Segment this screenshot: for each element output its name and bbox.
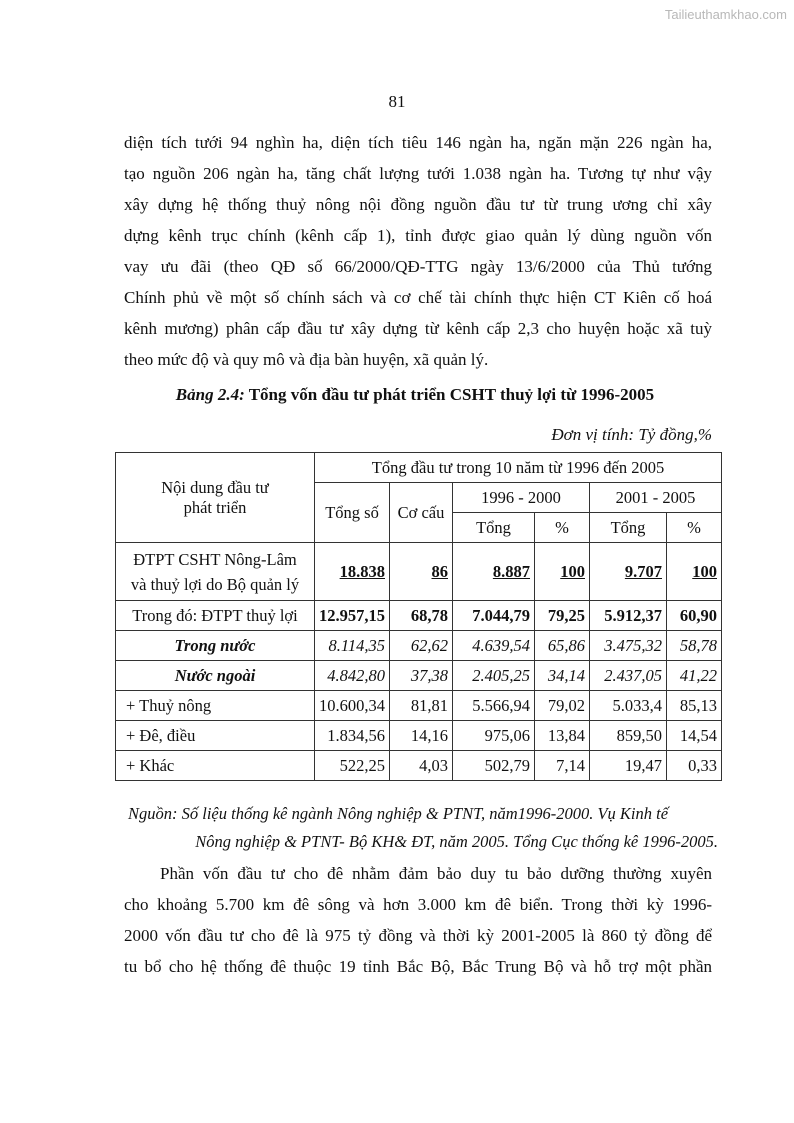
cell-sum1: 975,06: [453, 721, 535, 751]
table-row: [116, 691, 722, 721]
cell-sum2: 5.033,4: [590, 691, 667, 721]
text-line: vay ưu đãi (theo QĐ số 66/2000/QĐ-TTG ngày 13/6/2000 của Thủ tướng: [124, 257, 712, 276]
header-content-line: phát triển: [183, 497, 247, 517]
table-row: [116, 721, 722, 751]
cell-total: 10.600,34: [315, 691, 390, 721]
watermark: Tailieuthamkhao.com: [664, 7, 787, 22]
row-label: Nước ngoài: [116, 661, 315, 691]
cell-pct1: 34,14: [535, 661, 590, 691]
cell-sum2: 19,47: [590, 751, 667, 781]
cell-pct1: 7,14: [535, 751, 590, 781]
paragraph-1: [124, 127, 712, 375]
cell-sum1: 4.639,54: [453, 631, 535, 661]
cell-total: 12.957,15: [315, 601, 390, 631]
header-sum2: Tổng: [590, 513, 667, 543]
cell-pct2: 14,54: [667, 721, 722, 751]
row-label: Trong đó: ĐTPT thuỷ lợi: [116, 601, 315, 631]
cell-pct1: 79,02: [535, 691, 590, 721]
cell-sum1: 7.044,79: [453, 601, 535, 631]
text-line: Phần vốn đầu tư cho đê nhằm đảm bảo duy tu bảo dưỡng thường xuyên: [160, 864, 712, 883]
cell-structure: 81,81: [390, 691, 453, 721]
table-header-row: [116, 453, 722, 483]
table-row: [116, 661, 722, 691]
header-content: [116, 453, 315, 543]
cell-pct2: 60,90: [667, 601, 722, 631]
cell-total: 4.842,80: [315, 661, 390, 691]
header-group-total: Tổng đầu tư trong 10 năm từ 1996 đến 2005: [315, 453, 722, 483]
text-line: Chính phủ về một số chính sách và cơ chế tài chính thực hiện CT Kiên cố hoá: [124, 288, 712, 307]
text-line: xây dựng hệ thống thuỷ nông nội đồng nguồn đầu tư từ trung ương chỉ xây: [124, 195, 712, 214]
cell-total: 522,25: [315, 751, 390, 781]
header-content-line: Nội dung đầu tư: [161, 477, 269, 497]
table-row: [116, 543, 722, 601]
text-line: cho khoảng 5.700 km đê sông và hơn 3.000 km đê biển. Trong thời kỳ 1996-: [124, 895, 712, 914]
cell-sum2: 3.475,32: [590, 631, 667, 661]
cell-sum1: 8.887: [453, 543, 535, 601]
cell-total: 18.838: [315, 543, 390, 601]
cell-structure: 86: [390, 543, 453, 601]
cell-sum1: 5.566,94: [453, 691, 535, 721]
text-line: theo mức độ và quy mô và địa bàn huyện, xã quản lý.: [124, 350, 489, 369]
row-label: + Thuỷ nông: [116, 691, 315, 721]
table-row: [116, 601, 722, 631]
cell-pct1: 79,25: [535, 601, 590, 631]
row-label-line: và thuỷ lợi do Bộ quản lý: [130, 574, 300, 594]
text-line: diện tích tưới 94 nghìn ha, diện tích tiêu 146 ngàn ha, ngăn mặn 226 ngàn ha,: [124, 133, 712, 152]
source-note-line: Nông nghiệp & PTNT- Bộ KH& ĐT, năm 2005. Tổng Cục thống kê 1996-2005.: [195, 832, 718, 851]
cell-sum2: 2.437,05: [590, 661, 667, 691]
text-line: kênh mương) phân cấp đầu tư xây dựng từ kênh cấp 2,3 cho huyện hoặc xã tuỳ: [124, 319, 712, 338]
header-total: Tổng số: [315, 483, 390, 543]
cell-structure: 14,16: [390, 721, 453, 751]
cell-sum1: 502,79: [453, 751, 535, 781]
cell-pct2: 85,13: [667, 691, 722, 721]
cell-sum2: 859,50: [590, 721, 667, 751]
table-caption-label: Bảng 2.4:: [175, 385, 245, 404]
source-note: [128, 800, 718, 856]
row-label: Trong nước: [116, 631, 315, 661]
cell-pct2: 58,78: [667, 631, 722, 661]
row-label: + Đê, điều: [116, 721, 315, 751]
text-line: dựng kênh trục chính (kênh cấp 1), tỉnh được giao quản lý dùng nguồn vốn: [124, 226, 712, 245]
text-line: tu bổ cho hệ thống đê thuộc 19 tỉnh Bắc Bộ, Bắc Trung Bộ và hỗ trợ một phần: [124, 957, 712, 976]
cell-pct2: 100: [667, 543, 722, 601]
table-caption-title: Tổng vốn đầu tư phát triển CSHT thuỷ lợi từ 1996-2005: [248, 385, 655, 404]
source-note-line: Nguồn: Số liệu thống kê ngành Nông nghiệp & PTNT, năm1996-2000. Vụ Kinh tế: [128, 804, 669, 823]
cell-structure: 37,38: [390, 661, 453, 691]
cell-structure: 68,78: [390, 601, 453, 631]
cell-total: 1.834,56: [315, 721, 390, 751]
cell-pct1: 13,84: [535, 721, 590, 751]
cell-sum1: 2.405,25: [453, 661, 535, 691]
row-label: [116, 543, 315, 601]
unit-note: Đơn vị tính: Tỷ đồng,%: [551, 425, 712, 444]
paragraph-2: [124, 858, 712, 982]
table-row: [116, 751, 722, 781]
cell-pct1: 65,86: [535, 631, 590, 661]
cell-sum2: 9.707: [590, 543, 667, 601]
header-period1: 1996 - 2000: [453, 483, 590, 513]
cell-total: 8.114,35: [315, 631, 390, 661]
table-caption: [0, 385, 794, 405]
cell-structure: 62,62: [390, 631, 453, 661]
cell-pct2: 41,22: [667, 661, 722, 691]
header-pct2: %: [667, 513, 722, 543]
cell-pct1: 100: [535, 543, 590, 601]
text-line: 2000 vốn đầu tư cho đê là 975 tỷ đồng và thời kỳ 2001-2005 là 860 tỷ đồng để: [124, 926, 712, 945]
table-row: [116, 631, 722, 661]
header-pct1: %: [535, 513, 590, 543]
text-line: tạo nguồn 206 ngàn ha, tăng chất lượng tưới 1.038 ngàn ha. Tương tự như vậy: [124, 164, 712, 183]
header-structure: Cơ cấu: [390, 483, 453, 543]
header-period2: 2001 - 2005: [590, 483, 722, 513]
cell-structure: 4,03: [390, 751, 453, 781]
investment-table: [115, 452, 722, 781]
cell-pct2: 0,33: [667, 751, 722, 781]
page-number: 81: [388, 92, 406, 111]
row-label-line: ĐTPT CSHT Nông-Lâm: [133, 549, 297, 569]
header-sum1: Tổng: [453, 513, 535, 543]
cell-sum2: 5.912,37: [590, 601, 667, 631]
row-label: + Khác: [116, 751, 315, 781]
